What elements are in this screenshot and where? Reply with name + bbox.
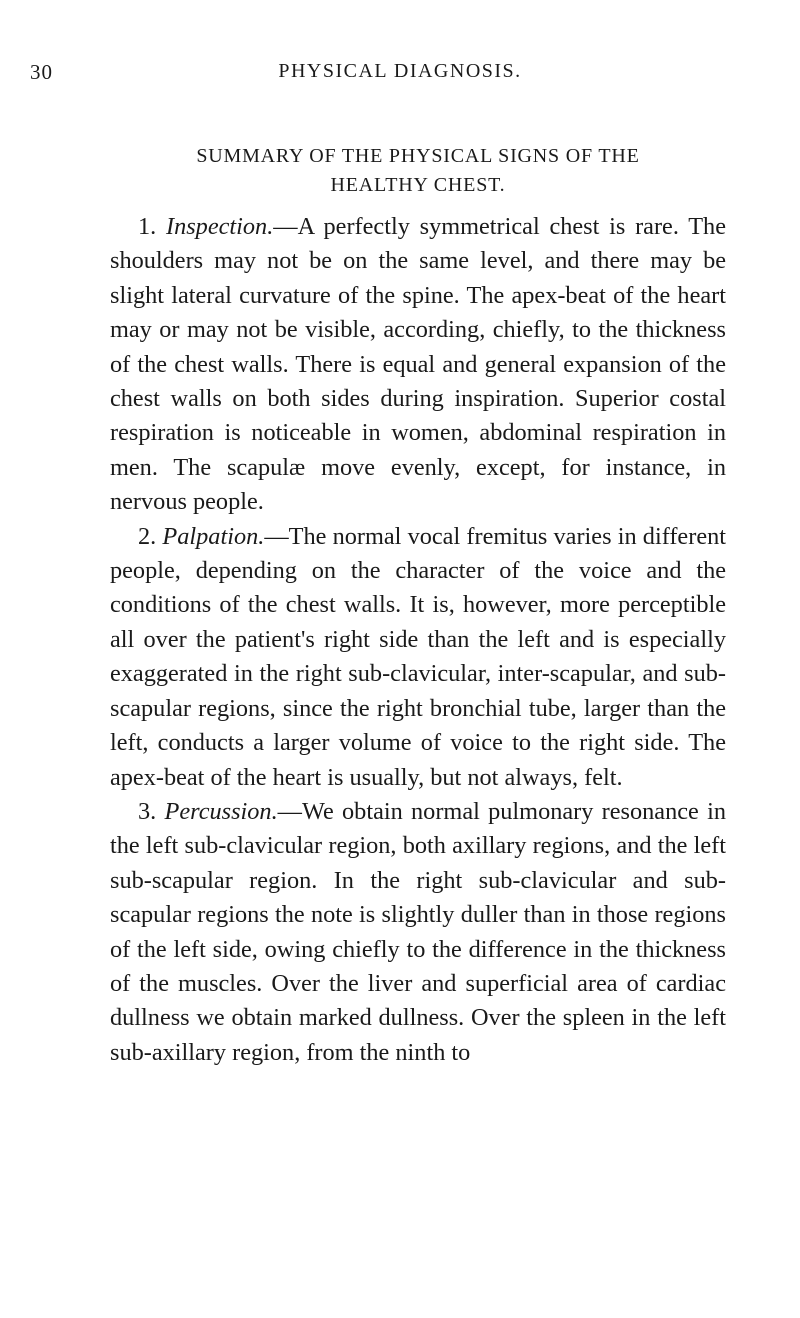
paragraph-body: —We obtain normal pulmonary resonance in the left sub-clavicular region, both axillary regions, and the left sub-scapular region. In the right sub-clavicular and sub-scapular regions the note is slightly duller than in those regions of the left side, owing chiefly to the difference in the thickness of the muscles. Over the liver and superficial area of cardiac dullness we obtain marked dullness. Over the spleen in the left sub-axillary region, from the ninth to [110, 797, 726, 1066]
section-title-line-2: HEALTHY CHEST. [330, 174, 506, 196]
paragraph-heading: Percussion. [164, 797, 278, 825]
page-content [110, 142, 726, 1070]
section-title [110, 142, 726, 200]
running-head-title: PHYSICAL DIAGNOSIS. [278, 60, 522, 82]
paragraph-heading: Inspection. [165, 213, 274, 240]
page-number: 30 [30, 60, 53, 84]
paragraph-number: 2. [138, 522, 157, 550]
paragraph-palpation [110, 520, 726, 795]
paragraph-number: 1. [138, 213, 157, 240]
paragraph-heading: Palpation. [162, 522, 265, 550]
paragraph-percussion [110, 795, 726, 1070]
paragraph-body: —The normal vocal fremitus varies in different people, depending on the character of the voice and the conditions of the chest walls. It is, however, more perceptible all over the patient's right side than the left and is especially exaggerated in the right sub-clavicular, inter-scapular, and sub-scapular regions, since the right bronchial tube, larger than the left, conducts a larger volume of voice to the right side. The apex-beat of the heart is usually, but not always, felt. [110, 522, 726, 791]
paragraph-number: 3. [138, 797, 157, 825]
running-head [0, 60, 800, 90]
paragraph-body: —A perfectly symmetrical chest is rare. The shoulders may not be on the same level, and there may be slight lateral curvature of the spine. The apex-beat of the heart may or may not be visible, according, chiefly, to the thickness of the chest walls. There is equal and general expansion of the chest walls on both sides during inspiration. Superior costal respiration is noticeable in women, abdominal respiration in men. The scapulæ move evenly, except, for instance, in nervous people. [110, 213, 726, 516]
section-title-line-1: SUMMARY OF THE PHYSICAL SIGNS OF THE [196, 145, 640, 167]
paragraph-inspection [110, 210, 726, 520]
